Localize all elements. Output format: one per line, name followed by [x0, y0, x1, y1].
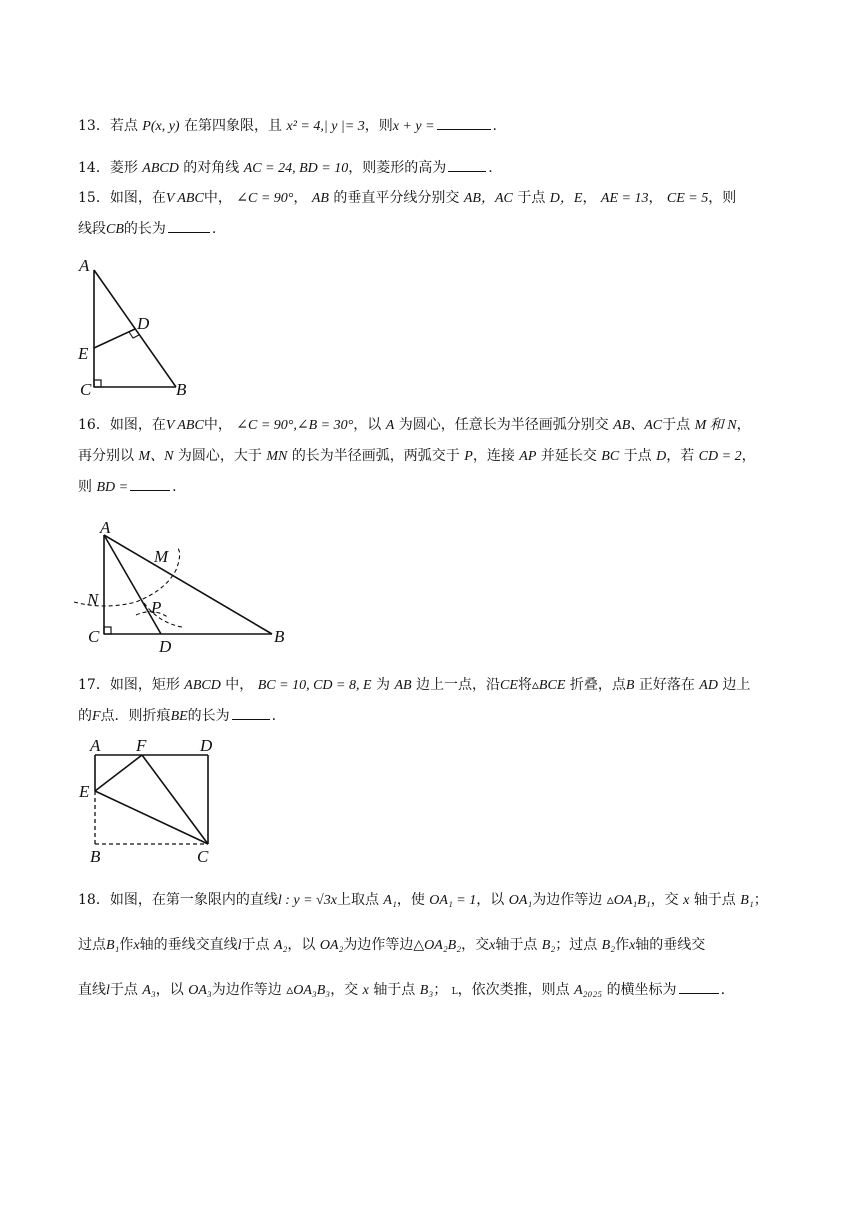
text: 正好落在 — [638, 677, 695, 693]
math-points: M、N — [138, 449, 174, 464]
text: 在第四象限，且 — [184, 118, 283, 134]
text: 边上 — [722, 677, 751, 693]
right-angle-mark-c — [94, 380, 101, 387]
segment-ad — [104, 535, 161, 634]
math-triangle: V ABC — [165, 418, 204, 433]
figure-q17-rectangle — [76, 736, 226, 866]
text: 于点 — [623, 448, 652, 464]
math-points: M 和 N — [694, 418, 737, 433]
question-13 — [78, 111, 780, 142]
ellipsis-glyph: L — [451, 987, 458, 997]
math-condition: x² = 4,| y |= 3 — [286, 119, 365, 134]
text: ，以 — [155, 982, 184, 998]
math-triangle: △OA₂B₂ — [413, 938, 462, 953]
text: ， — [293, 190, 308, 206]
math-line: l : y = √3x — [277, 893, 337, 908]
answer-blank[interactable] — [232, 705, 270, 720]
text: ， — [741, 448, 756, 464]
text: ，交 — [461, 937, 490, 953]
math-axis: x — [629, 938, 636, 953]
text: ， — [648, 190, 663, 206]
text: 直线 — [78, 982, 106, 998]
math-triangle: ▵OA₁B₁ — [606, 893, 651, 908]
math-point: A₃ — [142, 983, 156, 998]
math-segment: BC — [601, 449, 620, 464]
math-point: D — [656, 449, 667, 464]
text: 若点 — [109, 118, 138, 134]
text: ，若 — [666, 448, 695, 464]
text: 轴的垂线交直线 — [139, 937, 238, 953]
text: 上取点 — [336, 892, 379, 908]
text: . — [720, 982, 726, 998]
text: 为圆心，任意长为半径画弧分别交 — [398, 417, 609, 433]
math-point: F — [92, 709, 101, 724]
label-c: C — [197, 847, 209, 866]
text: 的对角线 — [183, 160, 240, 176]
math-segment: BE — [170, 709, 188, 724]
math-condition: CE = 5 — [666, 191, 709, 206]
math-expression: BD = — [96, 480, 129, 495]
label-e: E — [79, 782, 90, 801]
label-d: D — [137, 314, 150, 333]
math-segment: OA₂ — [319, 938, 344, 953]
text: 再分别以 — [78, 448, 134, 464]
math-segment: AD — [699, 678, 718, 693]
math-condition: CD = 2 — [698, 449, 742, 464]
math-axis: x — [362, 983, 369, 998]
text: 的垂直平分线分别交 — [333, 190, 460, 206]
text: 为边作等边 — [211, 982, 282, 998]
math-segment: OA₁ — [508, 893, 533, 908]
math-point: P(x, y) — [142, 119, 180, 134]
label-n: N — [87, 590, 99, 609]
text: 为 — [376, 677, 390, 693]
text: 的长为半径画弧，两弧交于 — [291, 448, 460, 464]
text: 作 — [615, 937, 630, 953]
math-line-name: l — [237, 938, 242, 953]
text: 轴的垂线交 — [635, 937, 706, 953]
text: 于点 — [241, 937, 270, 953]
math-segment: AB — [311, 191, 329, 206]
math-segment: AB — [394, 678, 412, 693]
math-name: ABCD — [142, 161, 179, 176]
segment-ed — [94, 329, 135, 348]
text: 作 — [119, 937, 134, 953]
math-segment: OA₃ — [188, 983, 212, 998]
math-point: A₁ — [383, 893, 397, 908]
math-condition: AE = 13 — [600, 191, 649, 206]
question-number: 15． — [78, 190, 110, 206]
math-angle: ∠C = 90°,∠B = 30° — [236, 418, 354, 433]
math-expression: x + y = — [392, 119, 435, 134]
math-segment: CB — [106, 222, 124, 237]
figure-q15-triangle — [76, 255, 206, 400]
text: 轴于点 — [495, 937, 538, 953]
text: ，以 — [287, 937, 316, 953]
text: 于点 — [662, 417, 691, 433]
question-number: 17． — [78, 677, 110, 693]
question-number: 18． — [78, 892, 110, 908]
label-b: B — [274, 627, 285, 646]
math-line-name: l — [106, 983, 110, 998]
math-point: B₃ — [419, 983, 434, 998]
answer-blank[interactable] — [130, 476, 170, 491]
right-angle-mark-c — [104, 627, 111, 634]
text: ； — [433, 982, 448, 998]
segment-fc — [142, 755, 208, 844]
text: ； — [753, 892, 768, 908]
label-d: D — [200, 736, 213, 755]
text: 为边作等边 — [343, 937, 414, 953]
math-point: B — [625, 678, 635, 693]
math-segment: AP — [519, 449, 537, 464]
text: 轴于点 — [693, 892, 736, 908]
label-b: B — [90, 847, 101, 866]
text: 如图，在 — [109, 417, 166, 433]
question-18 — [78, 878, 780, 1015]
question-17 — [78, 670, 780, 732]
answer-blank[interactable] — [679, 979, 719, 994]
text: 如图，矩形 — [109, 677, 180, 693]
question-15 — [78, 183, 780, 245]
math-point: B₂ — [541, 938, 556, 953]
text: ；过点 — [555, 937, 598, 953]
math-segment: MN — [266, 449, 288, 464]
math-axis: x — [683, 893, 690, 908]
text: 如图，在第一象限内的直线 — [109, 892, 278, 908]
text: ，则菱形的高为 — [348, 160, 447, 176]
segment-ab — [104, 535, 272, 634]
math-triangle: ▵BCE — [531, 678, 566, 693]
label-c: C — [88, 627, 100, 646]
question-number: 16． — [78, 417, 110, 433]
text: 中， — [225, 677, 254, 693]
text: 菱形 — [109, 160, 138, 176]
question-number: 14． — [78, 160, 110, 176]
text: ，使 — [396, 892, 425, 908]
label-a: A — [90, 736, 101, 755]
text: 将 — [517, 677, 532, 693]
math-condition: OA₁ = 1 — [429, 893, 477, 908]
text: 并延长交 — [540, 448, 597, 464]
label-e: E — [78, 344, 89, 363]
text: 点．则折痕 — [100, 708, 171, 724]
label-m: M — [154, 547, 169, 566]
math-segments: AB、AC — [613, 418, 663, 433]
label-a: A — [100, 518, 111, 537]
text: . — [488, 160, 493, 176]
text: 中， — [203, 417, 232, 433]
text: 如图，在 — [109, 190, 166, 206]
math-point: B₂ — [601, 938, 616, 953]
math-segments: AB，AC — [463, 191, 513, 206]
math-axis: x — [133, 938, 140, 953]
text: . — [271, 708, 277, 724]
text: 的长为 — [123, 221, 166, 237]
answer-blank[interactable] — [437, 115, 491, 130]
math-points: D，E — [549, 191, 583, 206]
math-name: ABCD — [184, 678, 221, 693]
math-point: P — [464, 449, 473, 464]
text: 于点 — [517, 190, 546, 206]
label-d: D — [159, 637, 172, 656]
text: ，连接 — [472, 448, 515, 464]
segment-ec — [95, 791, 208, 844]
answer-blank[interactable] — [448, 157, 486, 172]
math-condition: AC = 24, BD = 10 — [243, 161, 349, 176]
text: ，以 — [476, 892, 505, 908]
text: 轴于点 — [373, 982, 416, 998]
figure-q16-triangle — [74, 515, 304, 660]
text: 线段 — [78, 221, 106, 237]
text: ，交 — [650, 892, 679, 908]
text: 的 — [78, 708, 92, 724]
math-condition: BC = 10, CD = 8, E — [257, 678, 372, 693]
math-triangle: ▵OA₃B₃ — [286, 983, 331, 998]
question-14 — [78, 153, 780, 184]
text: ， — [582, 190, 597, 206]
text: 的长为 — [187, 708, 230, 724]
text: . — [492, 118, 497, 134]
text: ， — [736, 417, 751, 433]
text: 折叠，点 — [569, 677, 626, 693]
math-point: A₂₀₂₅ — [574, 983, 603, 998]
math-triangle: V ABC — [165, 191, 204, 206]
question-16 — [78, 410, 780, 503]
math-axis: x — [489, 938, 496, 953]
label-p: P — [151, 598, 162, 617]
question-number: 13． — [78, 118, 110, 134]
segment-ab — [94, 270, 176, 387]
label-c: C — [80, 380, 92, 399]
text: ，则 — [708, 190, 737, 206]
math-point: A₂ — [273, 938, 288, 953]
text: 为圆心，大于 — [177, 448, 262, 464]
text: ，交 — [330, 982, 359, 998]
math-point: A — [385, 418, 395, 433]
text: . — [172, 479, 177, 495]
label-a: A — [79, 256, 90, 275]
text: ，以 — [353, 417, 382, 433]
segment-ef — [95, 755, 142, 791]
math-point: B₁ — [740, 893, 754, 908]
text: ，则 — [364, 118, 393, 134]
label-f: F — [136, 736, 147, 755]
math-point: B₁ — [106, 938, 120, 953]
text: . — [211, 221, 217, 237]
text: 于点 — [109, 982, 138, 998]
text: 过点 — [78, 937, 106, 953]
text: 的横坐标为 — [606, 982, 677, 998]
text: 边上一点，沿 — [416, 677, 501, 693]
text: 中， — [203, 190, 232, 206]
answer-blank[interactable] — [168, 218, 210, 233]
text: 则 — [78, 479, 92, 495]
label-b: B — [176, 380, 187, 399]
math-segment: CE — [500, 678, 518, 693]
text: ，依次类推，则点 — [457, 982, 570, 998]
text: 为边作等边 — [532, 892, 603, 908]
math-angle: ∠C = 90° — [236, 191, 294, 206]
